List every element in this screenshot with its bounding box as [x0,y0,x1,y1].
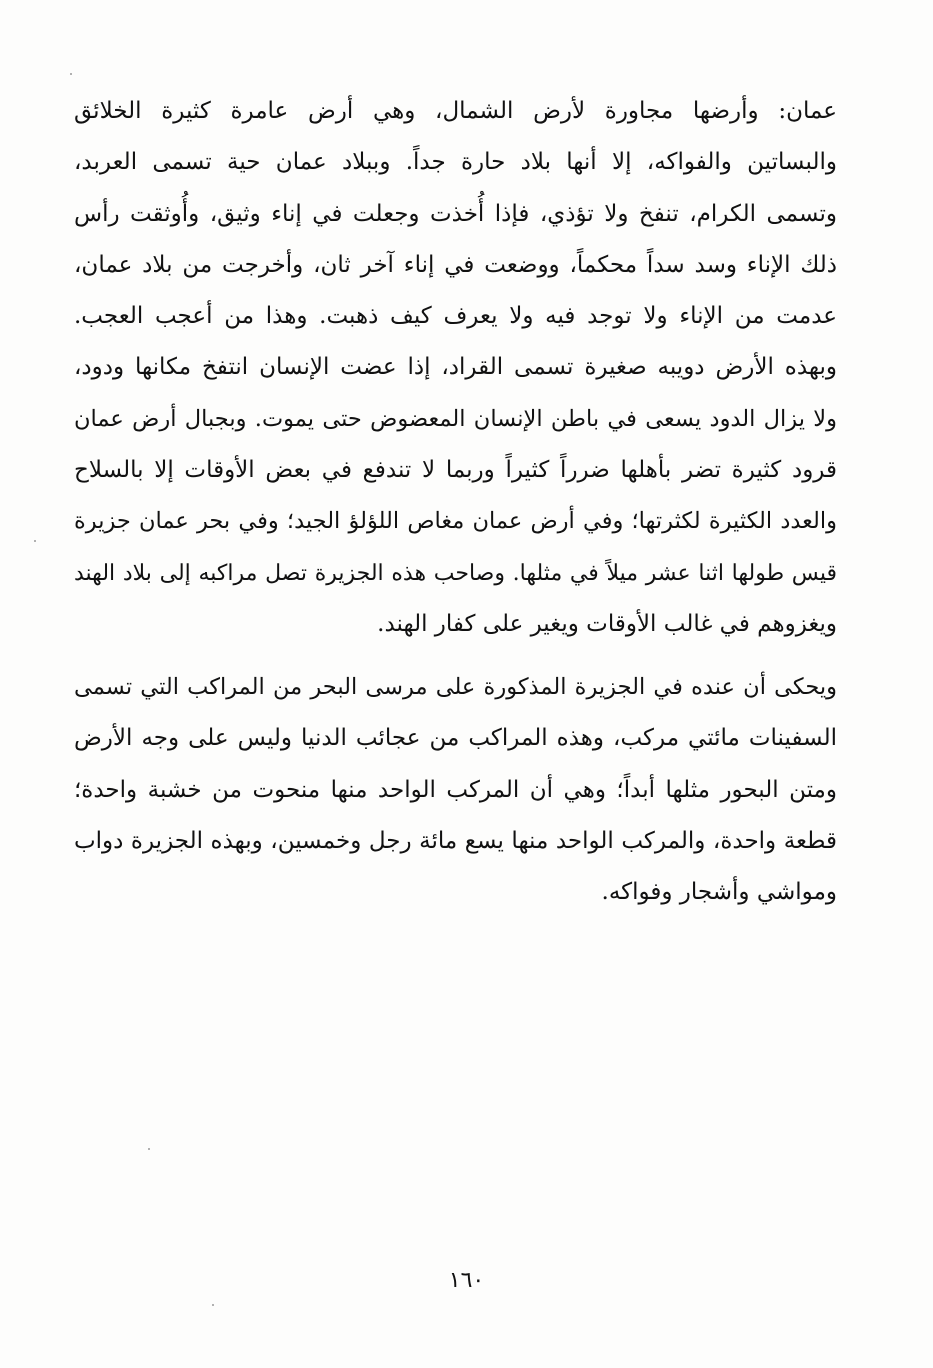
text-line: وتسمى الكرام، تنفخ ولا تؤذي، فإذا أُخذت وجعلت في إناء وثيق، وأُوثقت رأس [74,200,837,227]
text-line: والبساتين والفواكه، إلا أنها بلاد حارة جداً. وببلاد عمان حية تسمى العربد، [74,149,837,176]
paragraph-ships [74,662,837,918]
text-line: ويحكى أن عنده في الجزيرة المذكورة على مرسى البحر من المراكب التي تسمى [74,674,837,700]
text-line: ذلك الإناء وسد سداً محكماً، ووضعت في إناء آخر ثان، وأخرجت من بلاد عمان، [74,251,837,278]
text-line: قرود كثيرة تضر بأهلها ضرراً كثيراً وربما لا تندفع في بعض الأوقات إلا بالسلاح [74,457,837,484]
text-line: ومواشي وأشجار وفواكه. [601,879,837,906]
text-line: عدمت من الإناء ولا توجد فيه ولا يعرف كيف ذهبت. وهذا من أعجب العجب. [74,303,837,330]
text-line: ومتن البحور مثلها أبداً؛ وهي أن المركب الواحد منها منحوت من خشبة واحدة؛ [74,776,837,803]
text-line: وبهذه الأرض دويبه صغيرة تسمى القراد، إذا عضت الإنسان انتفخ مكانها ودود، [74,354,837,381]
text-line: ولا يزال الدود يسعى في باطن الإنسان المعضوض حتى يموت. وبجبال أرض عمان [74,405,837,432]
text-line: والعدد الكثيرة لكثرتها؛ وفي أرض عمان مغاص اللؤلؤ الجيد؛ وفي بحر عمان جزيرة [74,508,837,535]
text-line: قطعة واحدة، والمركب الواحد منها يسع مائة رجل وخمسين، وبهذه الجزيرة دواب [74,827,837,854]
text-line: عمان: وأرضها مجاورة لأرض الشمال، وهي أرض عامرة كثيرة الخلائق [74,98,837,124]
paragraph-oman [74,86,837,650]
scan-speck [70,73,72,75]
text-line: قيس طولها اثنا عشر ميلاً في مثلها. وصاحب هذه الجزيرة تصل مراكبه إلى بلاد الهند [74,560,837,586]
scan-speck [212,1304,214,1306]
text-line: ويغزوهم في غالب الأوقات ويغير على كفار الهند. [377,610,837,637]
page-number: ١٦٠ [448,1268,485,1293]
scan-speck [148,1148,150,1150]
text-line: السفينات مائتي مركب، وهذه المراكب من عجائب الدنيا وليس على وجه الأرض [74,725,837,752]
scan-speck [34,540,36,542]
